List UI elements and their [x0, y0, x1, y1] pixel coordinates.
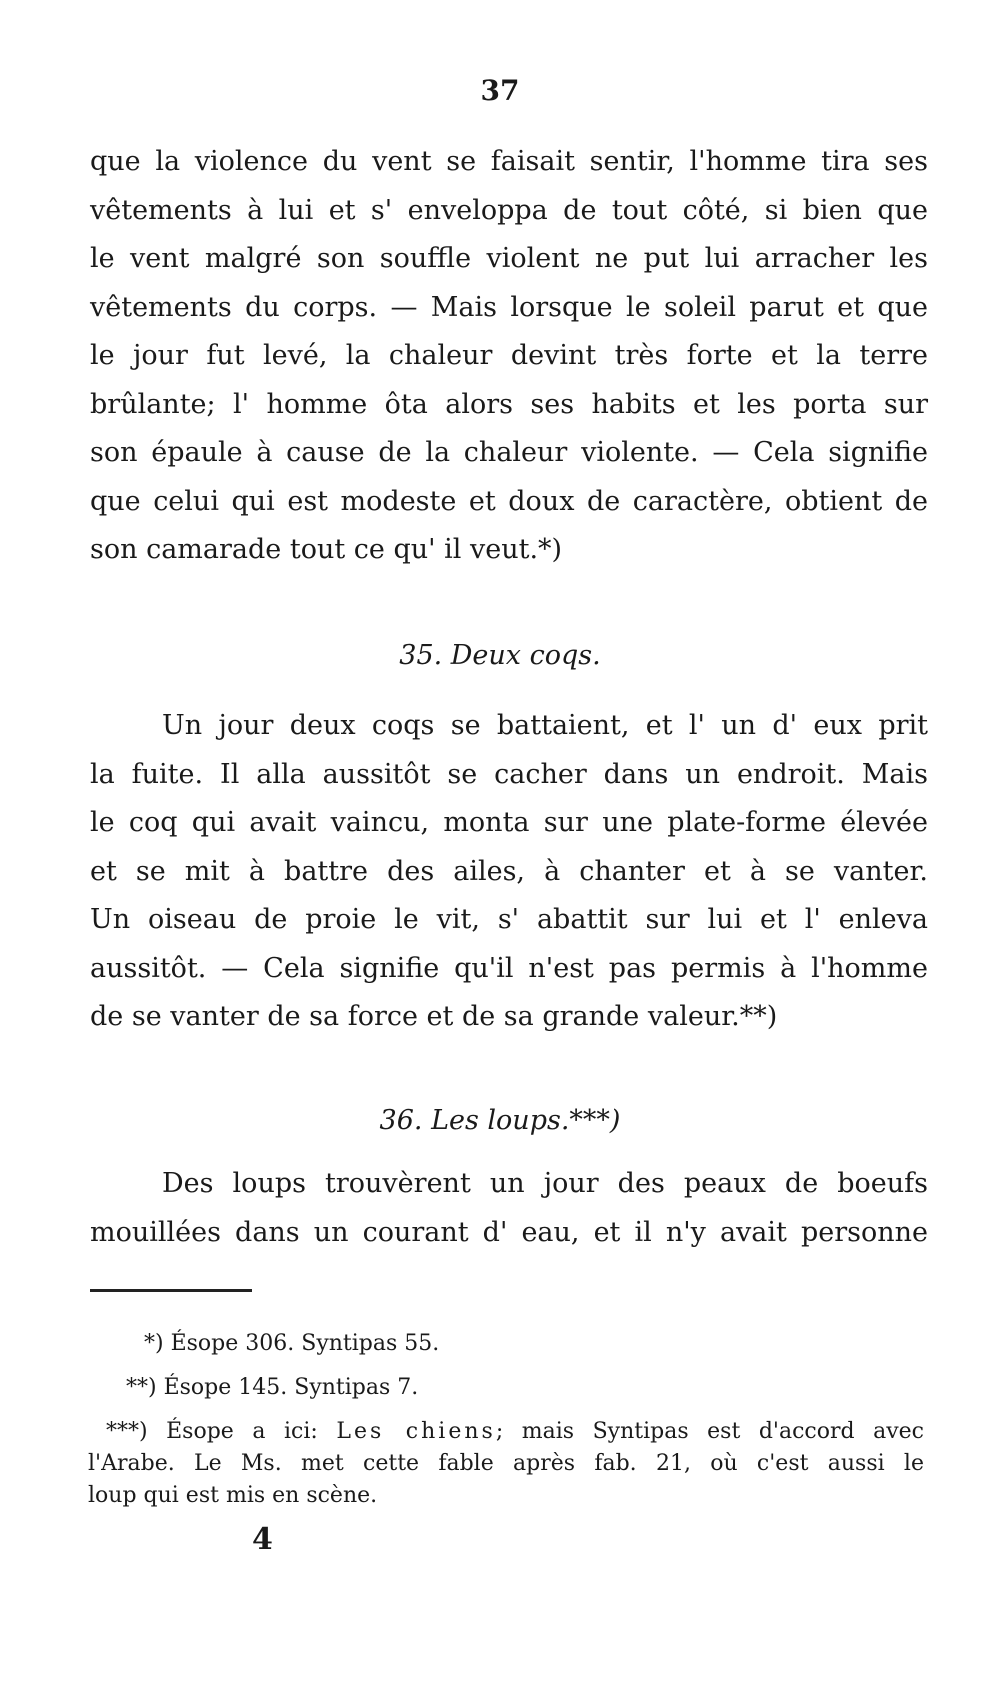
text-line: la fuite. Il alla aussitôt se cacher dans un endroit. Mais — [90, 758, 928, 790]
signature-mark: 4 — [252, 1522, 273, 1557]
text-line: et se mit à battre des ailes, à chanter et à se vanter. — [90, 855, 928, 887]
text-line: le jour fut levé, la chaleur devint très forte et la terre — [90, 340, 928, 371]
text-line: Un oiseau de proie le vit, s' abattit sur lui et l' enleva — [90, 904, 928, 935]
footnote-1: *) Ésope 306. Syntipas 55. — [144, 1331, 440, 1356]
text-line: son épaule à cause de la chaleur violente. — Cela signifie — [90, 437, 928, 468]
text-line: le vent malgré son souffle violent ne put lui arracher les — [90, 243, 928, 274]
text-line: aussitôt. — Cela signifie qu'il n'est pas permis à l'homme — [90, 952, 928, 984]
page-number: 37 — [480, 74, 520, 107]
text-line: le coq qui avait vaincu, monta sur une plate-forme élevée — [90, 807, 928, 838]
paragraph-continued — [90, 138, 928, 575]
footnote-divider — [90, 1289, 252, 1292]
text-line: mouillées dans un courant d' eau, et il n'y avait personne — [90, 1216, 928, 1248]
text-line: Des loups trouvèrent un jour des peaux de boeufs — [162, 1168, 928, 1199]
text-line: que la violence du vent se faisait sentir, l'homme tira ses — [90, 146, 928, 177]
fable-35-text — [90, 702, 928, 1042]
footnote-line: loup qui est mis en scène. — [88, 1483, 378, 1508]
fable-35-heading: 35. Deux coqs. — [399, 640, 601, 671]
text-line: son camarade tout ce qu' il veut.*) — [90, 534, 563, 565]
footnote-line: l'Arabe. Le Ms. met cette fable après fab. 21, où c'est aussi le — [88, 1451, 924, 1476]
footnote-3 — [88, 1416, 924, 1512]
fable-36-heading: 36. Les loups.***) — [379, 1105, 621, 1136]
footnote-text: ; mais Syntipas est d'accord avec — [495, 1419, 924, 1444]
footnote-line — [88, 1416, 924, 1448]
footnote-text: ***) Ésope a ici: — [106, 1419, 337, 1444]
text-line: de se vanter de sa force et de sa grande valeur.**) — [90, 1001, 778, 1032]
footnote-emphasis: Les chiens — [336, 1419, 496, 1444]
text-line: Un jour deux coqs se battaient, et l' un d' eux prit — [162, 710, 928, 741]
footnote-2: **) Ésope 145. Syntipas 7. — [126, 1375, 419, 1400]
fable-36-text — [90, 1160, 928, 1257]
text-line: vêtements à lui et s' enveloppa de tout côté, si bien que — [90, 194, 928, 226]
text-line: brûlante; l' homme ôta alors ses habits et les porta sur — [90, 388, 928, 420]
text-line: que celui qui est modeste et doux de caractère, obtient de — [90, 485, 928, 517]
text-line: vêtements du corps. — Mais lorsque le soleil parut et que — [90, 291, 928, 323]
